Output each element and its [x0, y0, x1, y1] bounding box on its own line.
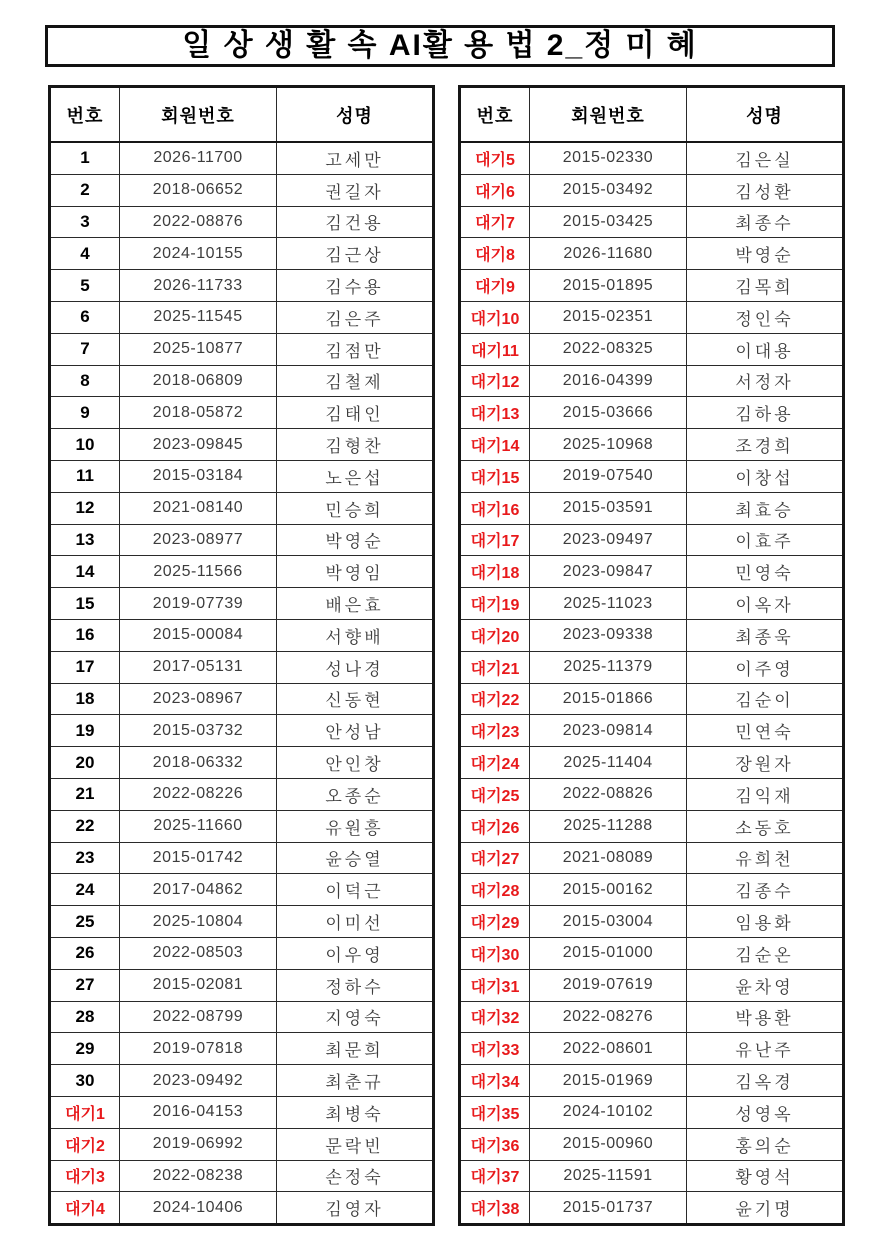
member-id-cell: 2022-08503 [120, 937, 277, 969]
member-name-cell: 정인숙 [687, 301, 844, 333]
table-row [50, 778, 434, 810]
member-id-cell: 2015-01000 [530, 937, 687, 969]
member-id-cell: 2025-11545 [120, 301, 277, 333]
row-number-cell: 9 [50, 397, 120, 429]
member-name-cell: 배은효 [277, 588, 434, 620]
member-name-cell: 김태인 [277, 397, 434, 429]
member-id-cell: 2025-11404 [530, 747, 687, 779]
table-row [460, 429, 844, 461]
row-number-cell: 12 [50, 492, 120, 524]
row-number-cell: 대기14 [460, 429, 530, 461]
table-row [460, 333, 844, 365]
row-number-cell: 대기18 [460, 556, 530, 588]
member-id-cell: 2022-08601 [530, 1033, 687, 1065]
row-number-cell: 16 [50, 619, 120, 651]
member-id-cell: 2017-05131 [120, 651, 277, 683]
row-number-cell: 28 [50, 1001, 120, 1033]
right-table-body [460, 142, 844, 1225]
member-name-cell: 지영숙 [277, 1001, 434, 1033]
member-name-cell: 김영자 [277, 1192, 434, 1225]
member-name-cell: 김순온 [687, 937, 844, 969]
member-id-cell: 2021-08089 [530, 842, 687, 874]
table-row [50, 492, 434, 524]
row-number-cell: 23 [50, 842, 120, 874]
table-row [460, 1096, 844, 1128]
member-name-cell: 민승희 [277, 492, 434, 524]
member-name-cell: 박영임 [277, 556, 434, 588]
member-id-cell: 2023-09845 [120, 429, 277, 461]
row-number-cell: 대기4 [50, 1192, 120, 1225]
member-name-cell: 이우영 [277, 937, 434, 969]
member-id-cell: 2024-10102 [530, 1096, 687, 1128]
member-name-cell: 박영순 [687, 238, 844, 270]
member-name-cell: 오종순 [277, 778, 434, 810]
table-row [50, 556, 434, 588]
row-number-cell: 대기17 [460, 524, 530, 556]
row-number-cell: 대기23 [460, 715, 530, 747]
table-row [460, 588, 844, 620]
table-row [460, 747, 844, 779]
column-header-no: 번호 [50, 87, 120, 143]
table-row [50, 1065, 434, 1097]
member-id-cell: 2022-08238 [120, 1160, 277, 1192]
row-number-cell: 대기26 [460, 810, 530, 842]
row-number-cell: 대기35 [460, 1096, 530, 1128]
row-number-cell: 대기2 [50, 1128, 120, 1160]
member-id-cell: 2015-03425 [530, 206, 687, 238]
table-row [50, 651, 434, 683]
member-name-cell: 이효주 [687, 524, 844, 556]
row-number-cell: 대기11 [460, 333, 530, 365]
table-row [460, 524, 844, 556]
row-number-cell: 대기28 [460, 874, 530, 906]
member-id-cell: 2019-06992 [120, 1128, 277, 1160]
row-number-cell: 대기31 [460, 969, 530, 1001]
member-id-cell: 2015-02081 [120, 969, 277, 1001]
tables-container [48, 85, 845, 1226]
member-id-cell: 2024-10155 [120, 238, 277, 270]
table-row [460, 906, 844, 938]
member-id-cell: 2015-03492 [530, 174, 687, 206]
row-number-cell: 대기38 [460, 1192, 530, 1225]
row-number-cell: 대기37 [460, 1160, 530, 1192]
member-roster-table-right [458, 85, 845, 1226]
member-id-cell: 2015-02351 [530, 301, 687, 333]
member-id-cell: 2025-11288 [530, 810, 687, 842]
member-name-cell: 최춘규 [277, 1065, 434, 1097]
row-number-cell: 26 [50, 937, 120, 969]
member-id-cell: 2015-01737 [530, 1192, 687, 1225]
member-id-cell: 2025-10877 [120, 333, 277, 365]
member-name-cell: 조경희 [687, 429, 844, 461]
member-name-cell: 문락빈 [277, 1128, 434, 1160]
row-number-cell: 대기10 [460, 301, 530, 333]
table-row [460, 1192, 844, 1225]
member-name-cell: 김성환 [687, 174, 844, 206]
member-name-cell: 최종수 [687, 206, 844, 238]
row-number-cell: 14 [50, 556, 120, 588]
table-row [50, 1128, 434, 1160]
row-number-cell: 대기13 [460, 397, 530, 429]
member-name-cell: 안성남 [277, 715, 434, 747]
member-id-cell: 2015-03184 [120, 460, 277, 492]
table-row [50, 524, 434, 556]
table-row [50, 429, 434, 461]
row-number-cell: 대기8 [460, 238, 530, 270]
table-row [50, 206, 434, 238]
member-name-cell: 서정자 [687, 365, 844, 397]
member-id-cell: 2025-11566 [120, 556, 277, 588]
row-number-cell: 대기34 [460, 1065, 530, 1097]
row-number-cell: 15 [50, 588, 120, 620]
table-row [460, 301, 844, 333]
member-id-cell: 2025-11379 [530, 651, 687, 683]
member-name-cell: 홍의순 [687, 1128, 844, 1160]
row-number-cell: 3 [50, 206, 120, 238]
column-header-name: 성명 [277, 87, 434, 143]
member-name-cell: 이옥자 [687, 588, 844, 620]
table-row [50, 174, 434, 206]
row-number-cell: 27 [50, 969, 120, 1001]
table-row [50, 270, 434, 302]
member-roster-table-left [48, 85, 435, 1226]
member-name-cell: 김목희 [687, 270, 844, 302]
table-row [50, 906, 434, 938]
member-id-cell: 2025-11660 [120, 810, 277, 842]
table-row [460, 874, 844, 906]
member-id-cell: 2022-08226 [120, 778, 277, 810]
table-row [460, 715, 844, 747]
member-id-cell: 2015-02330 [530, 142, 687, 174]
table-row [50, 874, 434, 906]
table-row [50, 588, 434, 620]
page-title: 일 상 생 활 속 AI활 용 법 2_정 미 혜 [182, 29, 698, 62]
table-row [460, 556, 844, 588]
table-row [460, 397, 844, 429]
member-id-cell: 2016-04399 [530, 365, 687, 397]
row-number-cell: 대기33 [460, 1033, 530, 1065]
table-row [460, 619, 844, 651]
member-name-cell: 성영옥 [687, 1096, 844, 1128]
row-number-cell: 대기25 [460, 778, 530, 810]
member-id-cell: 2019-07619 [530, 969, 687, 1001]
member-name-cell: 안인창 [277, 747, 434, 779]
member-name-cell: 박영순 [277, 524, 434, 556]
member-id-cell: 2026-11700 [120, 142, 277, 174]
table-row [50, 619, 434, 651]
table-row [460, 365, 844, 397]
member-name-cell: 유난주 [687, 1033, 844, 1065]
member-name-cell: 이주영 [687, 651, 844, 683]
table-row [50, 238, 434, 270]
member-name-cell: 박용환 [687, 1001, 844, 1033]
member-id-cell: 2023-08967 [120, 683, 277, 715]
table-row [460, 460, 844, 492]
member-name-cell: 소동호 [687, 810, 844, 842]
row-number-cell: 대기9 [460, 270, 530, 302]
table-row [50, 842, 434, 874]
row-number-cell: 21 [50, 778, 120, 810]
member-id-cell: 2023-09847 [530, 556, 687, 588]
member-name-cell: 김철제 [277, 365, 434, 397]
member-name-cell: 유원흥 [277, 810, 434, 842]
table-row [50, 142, 434, 174]
member-name-cell: 김종수 [687, 874, 844, 906]
table-row [460, 174, 844, 206]
row-number-cell: 대기5 [460, 142, 530, 174]
member-id-cell: 2015-03666 [530, 397, 687, 429]
row-number-cell: 6 [50, 301, 120, 333]
member-name-cell: 윤승열 [277, 842, 434, 874]
member-name-cell: 윤기명 [687, 1192, 844, 1225]
member-name-cell: 민영숙 [687, 556, 844, 588]
member-name-cell: 최문희 [277, 1033, 434, 1065]
column-header-member-id: 회원번호 [530, 87, 687, 143]
table-row [460, 238, 844, 270]
table-row [460, 937, 844, 969]
member-id-cell: 2015-01969 [530, 1065, 687, 1097]
member-id-cell: 2015-01895 [530, 270, 687, 302]
member-id-cell: 2015-03732 [120, 715, 277, 747]
member-id-cell: 2023-09492 [120, 1065, 277, 1097]
member-id-cell: 2015-00960 [530, 1128, 687, 1160]
member-name-cell: 김근상 [277, 238, 434, 270]
table-row [460, 778, 844, 810]
table-row [50, 1001, 434, 1033]
member-id-cell: 2023-09338 [530, 619, 687, 651]
table-row [50, 937, 434, 969]
row-number-cell: 대기24 [460, 747, 530, 779]
member-name-cell: 권길자 [277, 174, 434, 206]
member-name-cell: 이덕근 [277, 874, 434, 906]
table-row [50, 1192, 434, 1225]
member-id-cell: 2026-11733 [120, 270, 277, 302]
table-row [50, 1096, 434, 1128]
row-number-cell: 2 [50, 174, 120, 206]
row-number-cell: 대기22 [460, 683, 530, 715]
member-name-cell: 정하수 [277, 969, 434, 1001]
table-row [50, 715, 434, 747]
member-name-cell: 황영석 [687, 1160, 844, 1192]
member-name-cell: 서향배 [277, 619, 434, 651]
table-row [460, 206, 844, 238]
table-row [50, 397, 434, 429]
row-number-cell: 대기21 [460, 651, 530, 683]
member-id-cell: 2025-11591 [530, 1160, 687, 1192]
row-number-cell: 13 [50, 524, 120, 556]
member-name-cell: 김은실 [687, 142, 844, 174]
member-id-cell: 2022-08876 [120, 206, 277, 238]
member-id-cell: 2025-10804 [120, 906, 277, 938]
member-name-cell: 김옥경 [687, 1065, 844, 1097]
row-number-cell: 4 [50, 238, 120, 270]
table-row [460, 651, 844, 683]
table-row [460, 683, 844, 715]
row-number-cell: 대기16 [460, 492, 530, 524]
member-id-cell: 2025-11023 [530, 588, 687, 620]
row-number-cell: 대기1 [50, 1096, 120, 1128]
member-id-cell: 2023-08977 [120, 524, 277, 556]
row-number-cell: 대기12 [460, 365, 530, 397]
header-row [50, 87, 434, 143]
member-name-cell: 김익재 [687, 778, 844, 810]
member-name-cell: 임용화 [687, 906, 844, 938]
row-number-cell: 20 [50, 747, 120, 779]
table-row [460, 142, 844, 174]
member-id-cell: 2017-04862 [120, 874, 277, 906]
row-number-cell: 18 [50, 683, 120, 715]
member-id-cell: 2019-07540 [530, 460, 687, 492]
table-row [50, 683, 434, 715]
member-name-cell: 최종욱 [687, 619, 844, 651]
row-number-cell: 대기29 [460, 906, 530, 938]
row-number-cell: 대기32 [460, 1001, 530, 1033]
member-id-cell: 2015-03004 [530, 906, 687, 938]
table-row [460, 270, 844, 302]
member-id-cell: 2023-09814 [530, 715, 687, 747]
member-name-cell: 최효승 [687, 492, 844, 524]
member-id-cell: 2022-08325 [530, 333, 687, 365]
member-id-cell: 2022-08276 [530, 1001, 687, 1033]
table-row [50, 365, 434, 397]
row-number-cell: 1 [50, 142, 120, 174]
table-row [460, 969, 844, 1001]
table-row [50, 969, 434, 1001]
member-id-cell: 2015-00084 [120, 619, 277, 651]
row-number-cell: 25 [50, 906, 120, 938]
member-id-cell: 2022-08799 [120, 1001, 277, 1033]
member-id-cell: 2018-06332 [120, 747, 277, 779]
row-number-cell: 대기27 [460, 842, 530, 874]
member-id-cell: 2018-05872 [120, 397, 277, 429]
member-id-cell: 2025-10968 [530, 429, 687, 461]
row-number-cell: 17 [50, 651, 120, 683]
row-number-cell: 10 [50, 429, 120, 461]
member-name-cell: 최병숙 [277, 1096, 434, 1128]
member-id-cell: 2015-03591 [530, 492, 687, 524]
row-number-cell: 대기20 [460, 619, 530, 651]
table-row [50, 1160, 434, 1192]
row-number-cell: 대기7 [460, 206, 530, 238]
member-name-cell: 노은섭 [277, 460, 434, 492]
member-name-cell: 김순이 [687, 683, 844, 715]
row-number-cell: 30 [50, 1065, 120, 1097]
row-number-cell: 5 [50, 270, 120, 302]
table-row [50, 747, 434, 779]
member-name-cell: 김은주 [277, 301, 434, 333]
table-row [460, 1128, 844, 1160]
header-row [460, 87, 844, 143]
member-name-cell: 유희천 [687, 842, 844, 874]
member-name-cell: 윤차영 [687, 969, 844, 1001]
row-number-cell: 8 [50, 365, 120, 397]
member-name-cell: 김하용 [687, 397, 844, 429]
member-id-cell: 2015-00162 [530, 874, 687, 906]
table-row [460, 810, 844, 842]
row-number-cell: 7 [50, 333, 120, 365]
column-header-name: 성명 [687, 87, 844, 143]
member-name-cell: 김점만 [277, 333, 434, 365]
table-row [460, 1160, 844, 1192]
member-name-cell: 김형찬 [277, 429, 434, 461]
table-row [460, 1001, 844, 1033]
row-number-cell: 24 [50, 874, 120, 906]
member-name-cell: 민연숙 [687, 715, 844, 747]
table-row [50, 333, 434, 365]
member-id-cell: 2015-01866 [530, 683, 687, 715]
member-id-cell: 2023-09497 [530, 524, 687, 556]
member-name-cell: 고세만 [277, 142, 434, 174]
member-id-cell: 2019-07818 [120, 1033, 277, 1065]
table-row [50, 1033, 434, 1065]
member-name-cell: 이미선 [277, 906, 434, 938]
member-name-cell: 성나경 [277, 651, 434, 683]
member-id-cell: 2019-07739 [120, 588, 277, 620]
row-number-cell: 대기30 [460, 937, 530, 969]
row-number-cell: 대기15 [460, 460, 530, 492]
member-id-cell: 2016-04153 [120, 1096, 277, 1128]
table-row [460, 1065, 844, 1097]
row-number-cell: 대기6 [460, 174, 530, 206]
member-id-cell: 2021-08140 [120, 492, 277, 524]
member-id-cell: 2022-08826 [530, 778, 687, 810]
row-number-cell: 대기19 [460, 588, 530, 620]
member-id-cell: 2015-01742 [120, 842, 277, 874]
table-row [50, 460, 434, 492]
left-table-body [50, 142, 434, 1225]
member-name-cell: 손정숙 [277, 1160, 434, 1192]
table-row [50, 810, 434, 842]
row-number-cell: 대기3 [50, 1160, 120, 1192]
member-name-cell: 장원자 [687, 747, 844, 779]
table-row [460, 1033, 844, 1065]
table-row [50, 301, 434, 333]
member-id-cell: 2018-06652 [120, 174, 277, 206]
table-row [460, 492, 844, 524]
row-number-cell: 29 [50, 1033, 120, 1065]
member-name-cell: 이대용 [687, 333, 844, 365]
member-name-cell: 이창섭 [687, 460, 844, 492]
member-id-cell: 2018-06809 [120, 365, 277, 397]
member-name-cell: 김수용 [277, 270, 434, 302]
title-box [45, 25, 835, 67]
member-name-cell: 김건용 [277, 206, 434, 238]
member-id-cell: 2024-10406 [120, 1192, 277, 1225]
table-row [460, 842, 844, 874]
column-header-member-id: 회원번호 [120, 87, 277, 143]
row-number-cell: 19 [50, 715, 120, 747]
member-id-cell: 2026-11680 [530, 238, 687, 270]
row-number-cell: 11 [50, 460, 120, 492]
row-number-cell: 대기36 [460, 1128, 530, 1160]
member-name-cell: 신동현 [277, 683, 434, 715]
row-number-cell: 22 [50, 810, 120, 842]
column-header-no: 번호 [460, 87, 530, 143]
